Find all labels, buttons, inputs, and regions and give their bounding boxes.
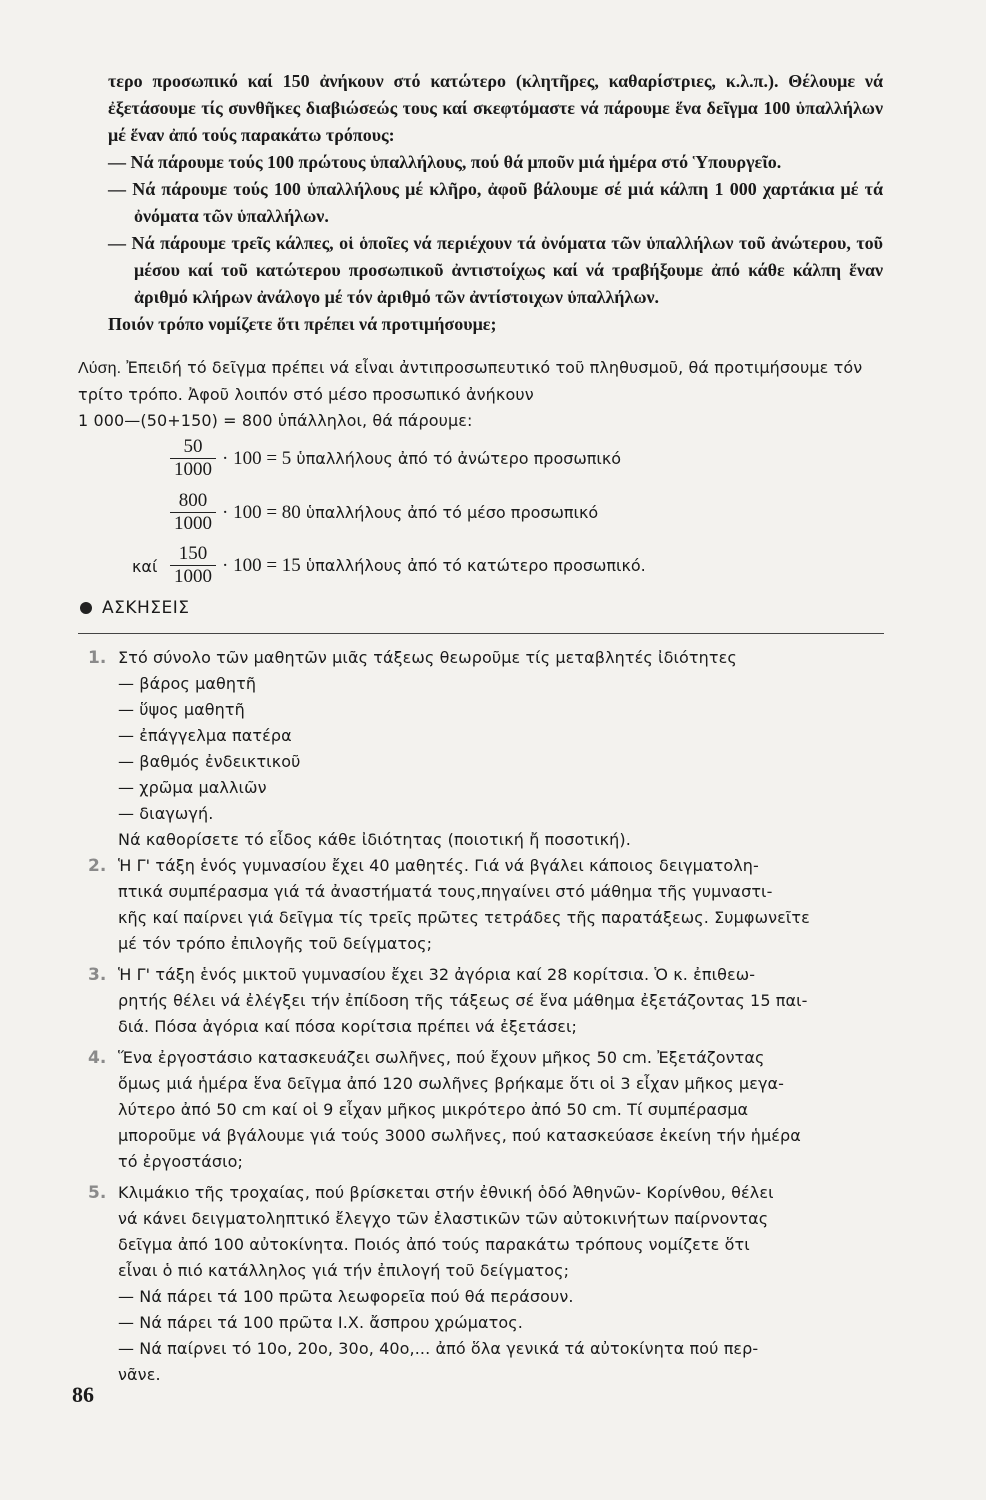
exercise-4 [88, 1045, 888, 1175]
exercise-number: 4. [88, 1048, 107, 1068]
exercises-heading [80, 598, 190, 618]
solution-block [78, 355, 888, 434]
fraction-3 [170, 543, 216, 588]
exercise-number: 5. [88, 1183, 107, 1203]
solution-paragraph [78, 355, 888, 408]
exercises-heading-text: ΑΣΚΗΣΕΙΣ [102, 598, 190, 618]
solution-label: Λύση. [78, 360, 122, 377]
fraction-2-numerator: 800 [178, 490, 208, 511]
exercise-line: — βαθμός ἐνδεικτικοῦ [118, 752, 301, 771]
problem-option-1: — Νά πάρουμε τούς 100 πρώτους ὑπαλλήλους, πού θά μποῦν μιά ἡμέρα στό Ὑπουργεῖο. [108, 152, 782, 172]
fraction-1-numerator: 50 [183, 436, 203, 457]
exercise-2 [88, 853, 888, 957]
fraction-3-result: · 100 = 15 ὑπαλλήλους ἀπό τό κατώτερο προσωπικό. [222, 554, 646, 576]
exercise-line: νᾶνε. [118, 1365, 161, 1384]
exercise-line: πτικά συμπέρασμα γιά τά ἀναστήματά τους,πηγαίνει στό μάθημα τῆς γυμναστι- [118, 882, 773, 901]
fraction-1-result: · 100 = 5 ὑπαλλήλους ἀπό τό ἀνώτερο προσωπικό [222, 447, 622, 469]
fraction-2-denominator: 1000 [170, 512, 216, 535]
exercise-line: δεῖγμα ἀπό 100 αὐτοκίνητα. Ποιός ἀπό τούς παρακάτω τρόπους νομίζετε ὅτι [118, 1235, 750, 1254]
exercise-line: εἶναι ὁ πιό κατάλληλος γιά τήν ἐπιλογή τοῦ δείγματος; [118, 1261, 570, 1280]
exercise-line: Ἕνα ἐργοστάσιο κατασκευάζει σωλῆνες, πού ἔχουν μῆκος 50 cm. Ἐξετάζοντας [118, 1048, 765, 1067]
exercise-line: ρητής θέλει νά ἐλέγξει τήν ἐπίδοση τῆς τάξεως σέ ἕνα μάθημα ἐξετάζοντας 15 παι- [118, 991, 808, 1010]
exercise-line: Ἡ Γ' τάξη ἑνός μικτοῦ γυμνασίου ἔχει 32 ἀγόρια καί 28 κορίτσια. Ὁ κ. ἐπιθεω- [118, 965, 756, 984]
fraction-row-1 [170, 436, 621, 481]
problem-option-3: — Νά πάρουμε τρεῖς κάλπες, οἱ ὁποῖες νά περιέχουν τά ὀνόματα τῶν ὑπαλλήλων τοῦ ἀνώτερου, τοῦ μέσου καί τοῦ κατώτερου προσωπικοῦ ἀντιστοίχως καί νά τραβήξουμε ἀπό κάθε κάλπη ἕναν ἀριθμό κλήρων ἀνάλογο μέ τόν ἀριθμό τῶν ἀντίστοιχων ὑπαλλήλων. [108, 233, 883, 307]
exercise-line: διά. Πόσα ἀγόρια καί πόσα κορίτσια πρέπει νά ἐξετάσει; [118, 1017, 577, 1036]
exercise-number: 1. [88, 648, 107, 668]
exercise-3 [88, 962, 888, 1040]
problem-intro: τερο προσωπικό καί 150 ἀνήκουν στό κατώτερο (κλητῆρες, καθαρίστριες, κ.λ.π.). Θέλουμε νά ἐξετάσουμε τίς συνθῆκες διαβιώσεώς τους καί σκεφτόμαστε νά πάρουμε ἕνα δεῖγμα 100 ὑπαλλήλων μέ ἕναν ἀπό τούς παρακάτω τρόπους: [108, 71, 883, 145]
page-number: 86 [72, 1382, 94, 1407]
exercise-line: μποροῦμε νά βγάλουμε γιά τούς 3000 σωλῆνες, πού κατασκεύασε ἐκείνη τήν ἡμέρα [118, 1126, 801, 1145]
exercise-line: λύτερο ἀπό 50 cm καί οἱ 9 εἶχαν μῆκος μικρότερο ἀπό 50 cm. Τί συμπέρασμα [118, 1100, 749, 1119]
fraction-3-denominator: 1000 [170, 565, 216, 588]
fraction-2-result: · 100 = 80 ὑπαλλήλους ἀπό τό μέσο προσωπικό [222, 501, 599, 523]
exercise-line: νά κάνει δειγματοληπτικό ἔλεγχο τῶν ἐλαστικῶν τῶν αὐτοκινήτων παίρνοντας [118, 1209, 769, 1228]
exercise-line: μέ τόν τρόπο ἐπιλογῆς τοῦ δείγματος; [118, 934, 433, 953]
exercise-line: — Νά πάρει τά 100 πρῶτα Ι.Χ. ἄσπρου χρώματος. [118, 1313, 523, 1332]
exercise-line: Στό σύνολο τῶν μαθητῶν μιᾶς τάξεως θεωροῦμε τίς μεταβλητές ἰδιότητες [118, 648, 737, 667]
bullet-icon [80, 602, 92, 614]
fraction-1 [170, 436, 216, 481]
exercise-line: Κλιμάκιο τῆς τροχαίας, πού βρίσκεται στήν ἐθνική ὁδό Ἀθηνῶν- Κορίνθου, θέλει [118, 1183, 774, 1202]
exercise-1 [88, 645, 888, 853]
exercise-line: κῆς καί παίρνει γιά δεῖγμα τίς τρεῖς πρῶτες τετράδες τῆς παρατάξεως. Συμφωνεῖτε [118, 908, 810, 927]
exercise-line: — Νά πάρει τά 100 πρῶτα λεωφορεῖα πού θά περάσουν. [118, 1287, 574, 1306]
fraction-1-denominator: 1000 [170, 458, 216, 481]
heading-divider [78, 633, 884, 634]
solution-text-1: Ἐπειδή τό δεῖγμα πρέπει νά εἶναι ἀντιπροσωπευτικό τοῦ πληθυσμοῦ, θά προτιμήσουμε τόν τρίτο τρόπο. Ἀφοῦ λοιπόν στό μέσο προσωπικό ἀνήκουν [78, 358, 863, 404]
exercise-number: 3. [88, 965, 107, 985]
exercise-line: — διαγωγή. [118, 804, 214, 823]
solution-text-2: 1 000—(50+150) = 800 ὑπάλληλοι, θά πάρουμε: [78, 411, 473, 430]
exercise-5 [88, 1180, 888, 1388]
exercise-line: τό ἐργοστάσιο; [118, 1152, 244, 1171]
exercise-line: ὅμως μιά ἡμέρα ἕνα δεῖγμα ἀπό 120 σωλῆνες βρήκαμε ὅτι οἱ 3 εἶχαν μῆκος μεγα- [118, 1074, 785, 1093]
exercise-line: — Νά παίρνει τό 10ο, 20ο, 30ο, 40ο,... ἀπό ὅλα γενικά τά αὐτοκίνητα πού περ- [118, 1339, 759, 1358]
problem-question: Ποιόν τρόπο νομίζετε ὅτι πρέπει νά προτιμήσουμε; [108, 314, 497, 334]
exercise-line: Νά καθορίσετε τό εἶδος κάθε ἰδιότητας (ποιοτική ἤ ποσοτική). [118, 830, 631, 849]
exercise-line: — ἐπάγγελμα πατέρα [118, 726, 292, 745]
exercise-line: Ἡ Γ' τάξη ἑνός γυμνασίου ἔχει 40 μαθητές. Γιά νά βγάλει κάποιος δειγματολη- [118, 856, 759, 875]
fraction-3-prefix: καί [132, 557, 158, 576]
fraction-row-3 [170, 543, 646, 588]
problem-statement [108, 68, 883, 338]
fraction-row-2 [170, 490, 598, 535]
exercise-line: — βάρος μαθητῆ [118, 674, 257, 693]
problem-option-2: — Νά πάρουμε τούς 100 ὑπαλλήλους μέ κλῆρο, ἀφοῦ βάλουμε σέ μιά κάλπη 1 000 χαρτάκια μέ τά ὀνόματα τῶν ὑπαλλήλων. [108, 179, 883, 226]
exercise-line: — χρῶμα μαλλιῶν [118, 778, 267, 797]
exercise-line: — ὕψος μαθητῆ [118, 700, 245, 719]
exercise-number: 2. [88, 856, 107, 876]
fraction-3-numerator: 150 [178, 543, 208, 564]
fraction-2 [170, 490, 216, 535]
